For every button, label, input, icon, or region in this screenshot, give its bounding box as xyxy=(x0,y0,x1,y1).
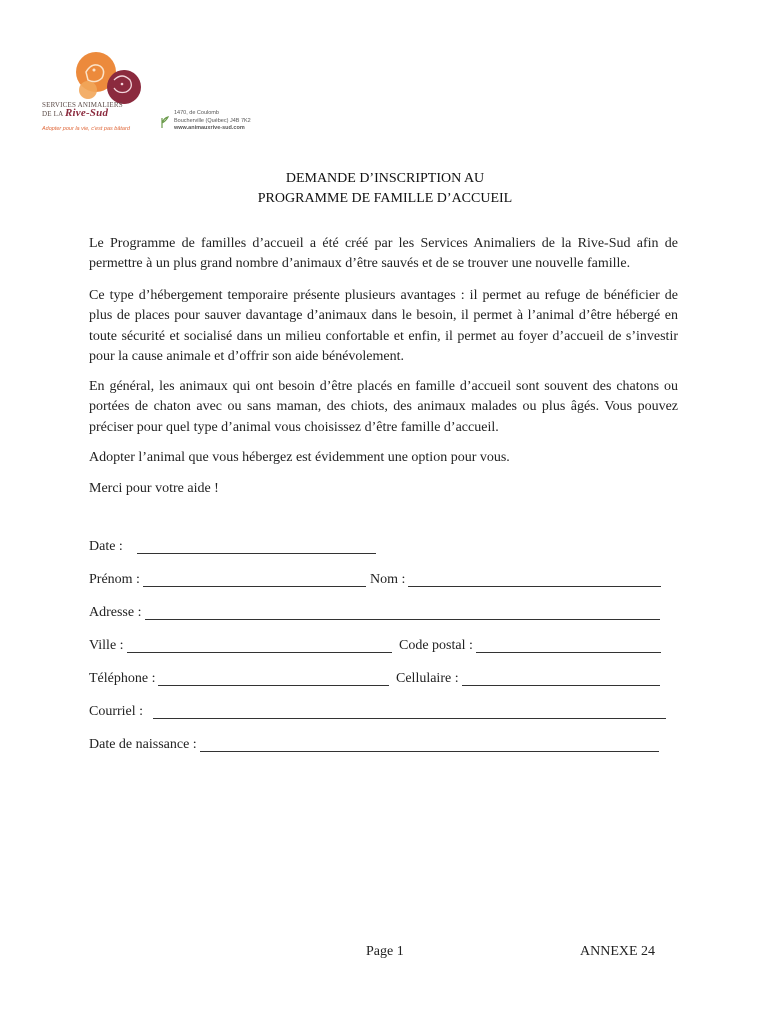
ville-line[interactable] xyxy=(127,638,392,653)
cellulaire-line[interactable] xyxy=(462,671,660,686)
date-field[interactable] xyxy=(89,537,376,557)
ville-label: Ville : xyxy=(89,638,124,653)
intro-paragraph: Le Programme de familles d’accueil a été créé par les Services Animaliers de la Rive-Sud afin de permettre à un plus grand nombre d’animaux d’être sauvés et de se trouver une nouvelle famille. xyxy=(89,236,678,272)
organization-address xyxy=(174,110,284,133)
date-naissance-field[interactable] xyxy=(89,735,659,755)
thanks-paragraph: Merci pour votre aide ! xyxy=(89,481,219,496)
address-street: 1470, de Coulomb xyxy=(174,110,219,116)
cellulaire-field[interactable] xyxy=(396,669,660,689)
courriel-field[interactable] xyxy=(89,702,666,722)
nom-line[interactable] xyxy=(408,572,661,587)
adresse-line[interactable] xyxy=(145,605,661,620)
org-name-rive-sud: Rive-Sud xyxy=(64,107,109,119)
leaf-icon xyxy=(160,115,170,129)
telephone-line[interactable] xyxy=(158,671,389,686)
annex-label: ANNEXE 24 xyxy=(580,944,656,959)
telephone-label: Téléphone : xyxy=(89,671,156,686)
organization-slogan: Adopter pour la vie, c'est pas bâtard xyxy=(42,126,130,132)
adresse-field[interactable] xyxy=(89,603,660,623)
adresse-label: Adresse : xyxy=(89,605,142,620)
title-line-2: PROGRAMME DE FAMILLE D’ACCUEIL xyxy=(257,191,513,206)
address-website: www.animauxrive-sud.com xyxy=(174,125,245,131)
animals-paragraph: En général, les animaux qui ont besoin d’être placés en famille d’accueil sont souvent des chatons ou portées de chaton avec ou sans maman, des chiots, des animaux malades ou plus âgés. Vous pouvez préciser pour quel type d’animal vous choisissez d’être famille d’accueil. xyxy=(89,379,678,435)
date-naissance-label: Date de naissance : xyxy=(89,737,197,752)
advantages-paragraph: Ce type d’hébergement temporaire présente plusieurs avantages : il permet au refuge de bénéficier de plus de places pour sauver davantage d’animaux dans le besoin, il permet à l’animal d’être hébergé en toute sécurité et socialisé dans un milieu confortable et enfin, il permet au foyer d’accueil de s’investir pour la cause animale et d’offrir son aide bénévolement. xyxy=(89,288,678,365)
courriel-line[interactable] xyxy=(153,704,666,719)
ville-field[interactable] xyxy=(89,636,392,656)
code-postal-field[interactable] xyxy=(399,636,661,656)
document-title xyxy=(0,169,770,209)
code-postal-line[interactable] xyxy=(476,638,661,653)
address-city: Boucherville (Québec) J4B 7K2 xyxy=(174,117,251,124)
adoption-paragraph: Adopter l’animal que vous hébergez est évidemment une option pour vous. xyxy=(89,450,510,465)
org-name-line1: SERVICES ANIMALIERS xyxy=(42,101,123,109)
org-name-prefix: DE LA xyxy=(42,110,64,118)
org-name-line2 xyxy=(42,109,162,118)
courriel-label: Courriel : xyxy=(89,704,144,719)
telephone-field[interactable] xyxy=(89,669,389,689)
prenom-label: Prénom : xyxy=(89,572,140,587)
date-naissance-line[interactable] xyxy=(200,737,659,752)
cellulaire-label: Cellulaire : xyxy=(396,671,459,686)
nom-field[interactable] xyxy=(370,570,661,590)
date-line[interactable] xyxy=(137,539,376,554)
prenom-field[interactable] xyxy=(89,570,366,590)
page-number: Page 1 xyxy=(366,944,404,959)
title-line-1: DEMANDE D’INSCRIPTION AU xyxy=(285,171,485,186)
code-postal-label: Code postal : xyxy=(399,638,473,653)
date-label: Date : xyxy=(89,539,123,554)
prenom-line[interactable] xyxy=(143,572,366,587)
organization-name xyxy=(42,101,162,118)
nom-label: Nom : xyxy=(370,572,406,587)
